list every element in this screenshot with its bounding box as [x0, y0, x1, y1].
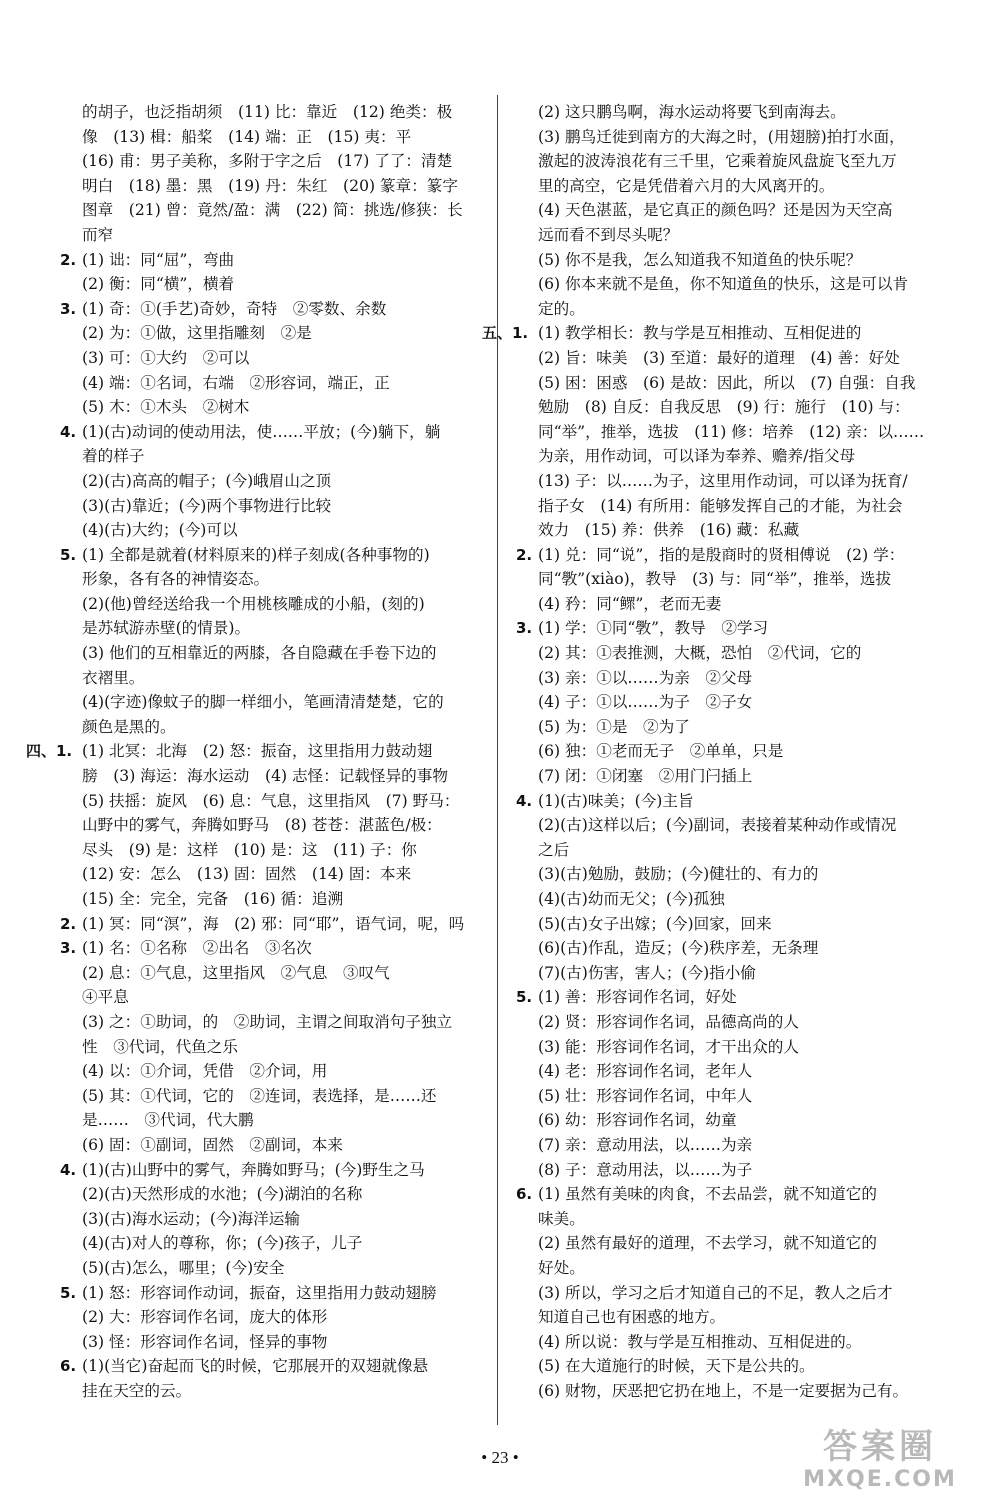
answer-text: (2) 大：形容词作名词，庞大的体形: [82, 1308, 328, 1327]
answer-text: (2) 这只鹏鸟啊，海水运动将要飞到南海去。: [538, 103, 846, 121]
answer-line: [60, 1158, 480, 1183]
question-number: 3.: [60, 299, 77, 318]
answer-line: [516, 641, 941, 666]
answer-text: (1)(古)味美；(今)主旨: [538, 791, 694, 810]
answer-line: [60, 371, 480, 396]
answer-text: 同“斆”(xiào)，教导 (3) 与：同“举”，推举，选拔: [538, 570, 892, 589]
answer-text: (3) 所以，学习之后才知道自己的不足，教人之后才: [538, 1283, 893, 1302]
answer-line: [60, 641, 480, 666]
answer-line: [60, 592, 480, 617]
answer-line: [516, 469, 941, 494]
answer-text: (1)(当它)奋起而飞的时候，它那展开的双翅就像悬: [82, 1357, 429, 1376]
answer-line: [516, 887, 941, 912]
answer-text: 为亲，用作动词，可以译为奉养、赡养/指父母: [538, 447, 856, 466]
answer-text: (5) 木：①木头 ②树木: [82, 398, 250, 417]
answer-line: [516, 174, 941, 199]
answer-text: (5)(古)女子出嫁；(今)回家，回来: [538, 914, 772, 933]
answer-text: (5) 壮：形容词作名词，中年人: [538, 1086, 753, 1105]
answer-line: [516, 272, 941, 297]
answer-line: [516, 223, 941, 248]
answer-text: (1) 兑：同“说”，指的是殷商时的贤相傅说 (2) 学：: [538, 545, 905, 564]
answer-line: [60, 1108, 480, 1133]
answer-line: [60, 813, 480, 838]
answer-column-right: [482, 100, 941, 1403]
answer-line: [516, 543, 941, 568]
answer-line: [516, 813, 941, 838]
answer-text: (3)(古)靠近；(今)两个事物进行比较: [82, 496, 332, 515]
question-number: 5.: [60, 545, 77, 564]
answer-text: 着的样子: [82, 447, 145, 466]
answer-line: [60, 1379, 480, 1404]
question-number: 2.: [60, 250, 77, 269]
question-number: 3.: [60, 939, 77, 958]
answer-text: (4) 天色湛蓝，是它真正的颜色吗？还是因为天空高: [538, 201, 893, 220]
answer-text: 定的。: [538, 299, 585, 318]
answer-line: [60, 395, 480, 420]
answer-line: [516, 494, 941, 519]
answer-text: 指子女 (14) 有所用：能够发挥自己的才能，为社会: [538, 496, 903, 515]
answer-text: (2)(古)高高的帽子；(今)峨眉山之顶: [82, 471, 332, 490]
answer-text: (4)(古)幼而无父；(今)孤独: [538, 890, 725, 908]
answer-text: (2)(古)天然形成的水池；(今)湖泊的名称: [82, 1185, 363, 1204]
answer-text: (1) 教学相长：教与学是互相推动、互相促进的: [538, 324, 862, 343]
question-number: 2.: [516, 545, 533, 564]
answer-line: [60, 174, 480, 199]
answer-text: (4) 所以说：教与学是互相推动、互相促进的。: [538, 1332, 862, 1351]
answer-line: [60, 321, 480, 346]
answer-text: 的胡子，也泛指胡须 (11) 比：靠近 (12) 绝类：极: [82, 103, 453, 121]
answer-text: (2) 其：①表推测，大概，恐怕 ②代词，它的: [538, 644, 862, 663]
answer-text: (3) 鹏鸟迁徙到南方的大海之时，(用翅膀)拍打水面，: [538, 127, 905, 146]
answer-text: (5) 在大道施行的时候，天下是公共的。: [538, 1357, 815, 1376]
answer-text: (2)(他)曾经送给我一个用桃核雕成的小船，(刻的): [82, 594, 425, 613]
answer-text: (5) 困：困惑 (6) 是故：因此，所以 (7) 自强：自我: [538, 373, 916, 392]
watermark-title: 答案圈: [823, 1427, 937, 1467]
answer-line: [60, 1035, 480, 1060]
answer-line: [60, 764, 480, 789]
answer-line: [516, 912, 941, 937]
answer-line: [516, 297, 941, 322]
answer-line: [516, 1305, 941, 1330]
answer-line: [516, 936, 941, 961]
answer-text: (4) 矜：同“鳏”，老而无妻: [538, 594, 722, 613]
answer-text: (1)(古)动词的使动用法，使……平放；(今)躺下，躺: [82, 422, 441, 441]
answer-line: [60, 346, 480, 371]
answer-line: [516, 1059, 941, 1084]
answer-line: [60, 420, 480, 445]
answer-text: 知道自己也有困惑的地方。: [538, 1308, 726, 1327]
answer-line: [60, 567, 480, 592]
answer-text: (1) 名：①名称 ②出名 ③名次: [82, 939, 312, 958]
answer-text: 同“举”，推举，选拔 (11) 修：培养 (12) 亲：以……: [538, 422, 925, 441]
answer-line: [60, 690, 480, 715]
answer-text: 像 (13) 楫：船桨 (14) 端：正 (15) 夷：平: [82, 127, 412, 146]
answer-text: (6) 你本来就不是鱼，你不知道鱼的快乐，这是可以肯: [538, 275, 909, 294]
answer-line: [516, 125, 941, 150]
answer-line: [516, 198, 941, 223]
answer-text: (2) 虽然有最好的道理，不去学习，就不知道它的: [538, 1234, 877, 1253]
answer-line: [516, 395, 941, 420]
answer-text: 好处。: [538, 1258, 585, 1277]
answer-text: (15) 全：完全，完备 (16) 循：追溯: [82, 890, 344, 908]
answer-line: [60, 494, 480, 519]
answer-text: (2) 息：①气息，这里指风 ②气息 ③叹气: [82, 963, 390, 982]
answer-text: (12) 安：怎么 (13) 固：固然 (14) 固：本来: [82, 865, 412, 884]
answer-text: (4) 端：①名词，右端 ②形容词，端正，正: [82, 373, 390, 392]
answer-line: [60, 1330, 480, 1355]
question-number: 4.: [516, 791, 533, 810]
answer-text: (4)(古)对人的尊称，你；(今)孩子，儿子: [82, 1234, 363, 1253]
answer-line: [60, 125, 480, 150]
question-number: 3.: [516, 619, 533, 638]
answer-line: [516, 1035, 941, 1060]
answer-text: (5) 其：①代词，它的 ②连词，表选择，是……还: [82, 1086, 437, 1105]
answer-line: [516, 1010, 941, 1035]
answer-line: [516, 789, 941, 814]
question-number: 4.: [60, 1160, 77, 1179]
answer-text: (4) 老：形容词作名词，老年人: [538, 1062, 753, 1081]
answer-line: [516, 838, 941, 863]
answer-line: [60, 1133, 480, 1158]
answer-line: [516, 715, 941, 740]
answer-line: [516, 690, 941, 715]
answer-line: [516, 739, 941, 764]
answer-line: [516, 1354, 941, 1379]
answer-line: [516, 1231, 941, 1256]
answer-text: (2) 为：①做，这里指雕刻 ②是: [82, 324, 312, 343]
answer-text: (1) 怒：形容词作动词，振奋，这里指用力鼓动翅膀: [82, 1283, 437, 1302]
answer-text: (16) 甫：男子美称，多附于字之后 (17) 了了：清楚: [82, 152, 453, 171]
answer-line: [516, 1281, 941, 1306]
answer-line: [60, 789, 480, 814]
answer-line: [516, 862, 941, 887]
answer-text: 之后: [538, 840, 570, 859]
answer-text: (7) 闭：①闭塞 ②用门闩插上: [538, 767, 753, 786]
answer-text: (3) 能：形容词作名词，才干出众的人: [538, 1037, 799, 1056]
answer-text: (5) 你不是我，怎么知道我不知道鱼的快乐呢？: [538, 250, 862, 269]
answer-text: (4)(字迹)像蚊子的脚一样细小，笔画清清楚楚，它的: [82, 693, 444, 712]
answer-line: [60, 272, 480, 297]
answer-text: 勉励 (8) 自反：自我反思 (9) 行：施行 (10) 与：: [538, 398, 910, 417]
answer-text: (1) 诎：同“屈”，弯曲: [82, 250, 235, 269]
answer-text: (1) 冥：同“溟”，海 (2) 邪：同“耶”，语气词，呢，吗: [82, 914, 465, 933]
answer-line: [516, 1182, 941, 1207]
answer-text: (6) 固：①副词，固然 ②副词，本来: [82, 1135, 343, 1154]
answer-line: [60, 198, 480, 223]
answer-text: 膀 (3) 海运：海水运动 (4) 志怪：记载怪异的事物: [82, 767, 448, 786]
answer-line: [60, 1231, 480, 1256]
answer-line: [516, 1108, 941, 1133]
watermark-url: MXQE.COM: [803, 1467, 957, 1492]
answer-line: [60, 887, 480, 912]
answer-line: [60, 862, 480, 887]
answer-text: (8) 子：意动用法，以……为子: [538, 1160, 753, 1179]
question-number: 5.: [60, 1283, 77, 1302]
question-number: 2.: [60, 914, 77, 933]
answer-line: [516, 592, 941, 617]
answer-line: [516, 1084, 941, 1109]
question-number: 五、1.: [482, 324, 529, 343]
answer-text: (3) 他们的互相靠近的两膝，各自隐藏在手卷下边的: [82, 644, 437, 663]
answer-line: [60, 1182, 480, 1207]
question-number: 4.: [60, 422, 77, 441]
answer-text: (6) 财物，厌恶把它扔在地上，不是一定要据为己有。: [538, 1381, 909, 1400]
answer-text: 里的高空，它是凭借着六月的大风离开的。: [538, 176, 835, 195]
answer-line: [60, 936, 480, 961]
answer-text: (6) 独：①老而无子 ②单单，只是: [538, 742, 784, 761]
answer-line: [60, 543, 480, 568]
question-number: 6.: [60, 1357, 77, 1376]
answer-text: (1) 学：①同“斆”，教导 ②学习: [538, 619, 769, 638]
answer-line: [516, 985, 941, 1010]
answer-line: [60, 1354, 480, 1379]
answer-line: [60, 616, 480, 641]
answer-text: (6) 幼：形容词作名词，幼童: [538, 1111, 737, 1130]
answer-text: (4) 以：①介词，凭借 ②介词，用: [82, 1062, 328, 1081]
answer-text: (7)(古)伤害，害人；(今)指小偷: [538, 963, 756, 982]
answer-text: (5) 扶摇：旋风 (6) 息：气息，这里指风 (7) 野马：: [82, 791, 460, 810]
answer-text: (3) 可：①大约 ②可以: [82, 348, 250, 367]
answer-text: 明白 (18) 墨：黑 (19) 丹：朱红 (20) 篆章：篆字: [82, 176, 458, 195]
answer-text: 形象，各有各的神情姿态。: [82, 570, 270, 589]
answer-line: [516, 518, 941, 543]
answer-line: [516, 616, 941, 641]
answer-line: [60, 149, 480, 174]
answer-text: 是…… ③代词，代大鹏: [82, 1111, 254, 1130]
answer-line: [516, 1330, 941, 1355]
answer-line: [60, 1305, 480, 1330]
answer-line: [516, 444, 941, 469]
answer-text: (3) 怪：形容词作名词，怪异的事物: [82, 1332, 328, 1351]
answer-line: [60, 100, 480, 125]
answer-text: (1) 虽然有美味的肉食，不去品尝，就不知道它的: [538, 1185, 877, 1204]
answer-text: 山野中的雾气，奔腾如野马 (8) 苍苍：湛蓝色/极：: [82, 816, 442, 835]
question-number: 6.: [516, 1185, 533, 1204]
answer-text: 图章 (21) 曾：竟然/盈：满 (22) 简：挑选/修狭：长: [82, 201, 463, 220]
answer-line: [60, 1059, 480, 1084]
answer-line: [60, 838, 480, 863]
answer-column-left: [26, 100, 480, 1403]
answer-text: (4) 子：①以……为子 ②子女: [538, 693, 753, 712]
answer-line: [60, 223, 480, 248]
answer-line: [60, 1084, 480, 1109]
answer-text: (1)(古)山野中的雾气，奔腾如野马；(今)野生之马: [82, 1160, 425, 1179]
answer-text: (1) 奇：①(手艺)奇妙，奇特 ②零数、余数: [82, 299, 387, 318]
page-number: • 23 •: [481, 1448, 519, 1467]
answer-text: ④平息: [82, 988, 129, 1007]
answer-line: [516, 764, 941, 789]
answer-text: (2) 衡：同“横”，横着: [82, 275, 235, 294]
answer-line: [60, 444, 480, 469]
answer-text: 衣褶里。: [82, 668, 145, 687]
answer-line: [516, 1158, 941, 1183]
answer-line: [26, 739, 480, 764]
answer-text: 激起的波涛浪花有三千里，它乘着旋风盘旋飞至九万: [538, 152, 897, 171]
answer-line: [516, 1133, 941, 1158]
question-number: 5.: [516, 988, 533, 1007]
answer-text: (3) 之：①助词，的 ②助词，主谓之间取消句子独立: [82, 1012, 453, 1031]
question-number: 四、1.: [26, 742, 73, 761]
answer-line: [60, 297, 480, 322]
answer-line: [516, 666, 941, 691]
answer-line: [516, 149, 941, 174]
answer-line: [60, 912, 480, 937]
answer-text: (6)(古)作乱，造反；(今)秩序差，无条理: [538, 939, 819, 958]
answer-text: (3)(古)海水运动；(今)海洋运输: [82, 1209, 300, 1228]
column-divider: [497, 95, 498, 1425]
answer-text: (1) 北冥：北海 (2) 怒：振奋，这里指用力鼓动翅: [82, 742, 433, 761]
answer-line: [60, 1207, 480, 1232]
answer-line: [60, 1256, 480, 1281]
answer-line: [60, 1010, 480, 1035]
answer-text: (13) 子：以……为子，这里用作动词，可以译为抚育/: [538, 471, 908, 490]
answer-text: (1) 全都是就着(材料原来的)样子刻成(各种事物的): [82, 545, 430, 564]
answer-text: (5)(古)怎么，哪里；(今)安全: [82, 1258, 285, 1277]
answer-line: [516, 420, 941, 445]
answer-line: [60, 518, 480, 543]
answer-text: 是苏轼游赤壁(的情景)。: [82, 619, 251, 638]
answer-text: (1) 善：形容词作名词，好处: [538, 988, 737, 1007]
answer-text: (5) 为：①是 ②为了: [538, 717, 690, 736]
answer-text: (3) 亲：①以……为亲 ②父母: [538, 668, 753, 687]
answer-line: [516, 1379, 941, 1404]
answer-line: [516, 100, 941, 125]
answer-line: [60, 985, 480, 1010]
answer-text: (4)(古)大约；(今)可以: [82, 521, 238, 540]
answer-text: (3)(古)勉励，鼓励；(今)健壮的、有力的: [538, 865, 819, 884]
answer-line: [60, 666, 480, 691]
answer-line: [516, 248, 941, 273]
answer-line: [60, 469, 480, 494]
answer-text: (2) 旨：味美 (3) 至道：最好的道理 (4) 善：好处: [538, 348, 900, 367]
answer-text: 颜色是黑的。: [82, 717, 176, 736]
answer-text: 尽头 (9) 是：这样 (10) 是：这 (11) 子：你: [82, 840, 417, 859]
answer-line: [516, 371, 941, 396]
answer-text: (2)(古)这样以后；(今)副词，表接着某种动作或情况: [538, 816, 897, 835]
watermark-logo: [780, 1427, 980, 1499]
answer-line: [482, 321, 941, 346]
answer-text: 性 ③代词，代鱼之乐: [82, 1037, 238, 1056]
answer-line: [516, 1207, 941, 1232]
answer-text: 效力 (15) 养：供养 (16) 藏：私藏: [538, 521, 800, 540]
answer-line: [60, 715, 480, 740]
answer-line: [60, 1281, 480, 1306]
answer-line: [516, 346, 941, 371]
answer-text: 味美。: [538, 1209, 585, 1228]
answer-line: [516, 961, 941, 986]
answer-text: 远而看不到尽头呢？: [538, 225, 679, 244]
answer-text: 而窄: [82, 225, 114, 244]
answer-text: (7) 亲：意动用法，以……为亲: [538, 1135, 753, 1154]
answer-text: 挂在天空的云。: [82, 1381, 192, 1400]
answer-line: [60, 961, 480, 986]
answer-line: [516, 1256, 941, 1281]
answer-line: [516, 567, 941, 592]
answer-text: (2) 贤：形容词作名词，品德高尚的人: [538, 1012, 799, 1031]
answer-line: [60, 248, 480, 273]
